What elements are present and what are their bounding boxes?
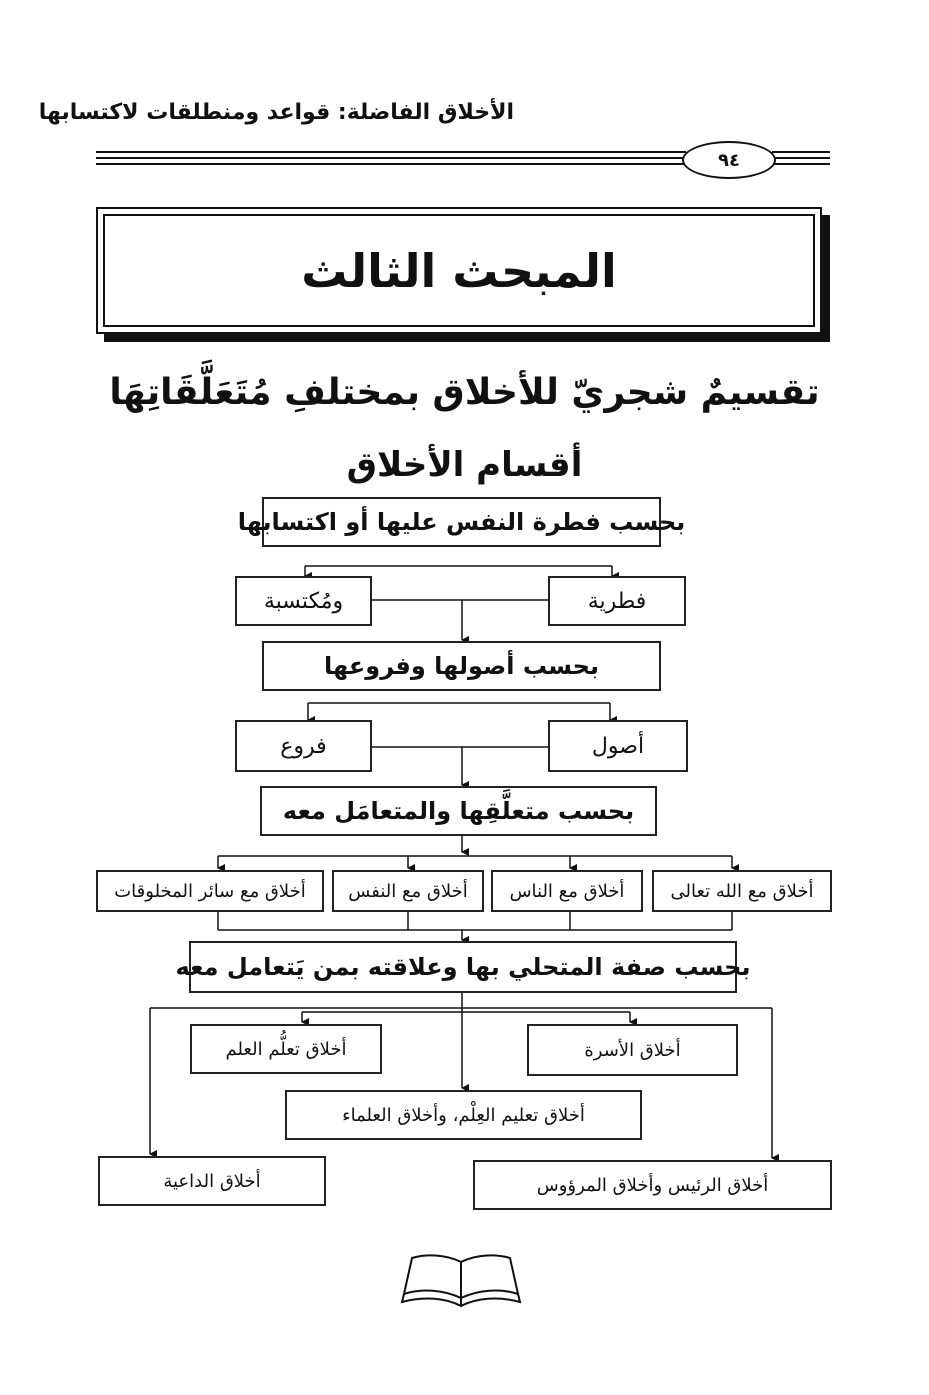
criterion-nature-acquisition: بحسب فطرة النفس عليها أو اكتسابها xyxy=(262,497,661,547)
criterion-role-relationship: بحسب صفة المتحلي بها وعلاقته بمن يَتعامل معه xyxy=(189,941,737,993)
section-title: أقسام الأخلاق xyxy=(346,445,583,485)
criterion-object-of-dealing: بحسب متعلَّقِها والمتعامَل معه xyxy=(260,786,657,836)
node-ethics-with-self: أخلاق مع النفس xyxy=(332,870,484,912)
node-ethics-with-creatures: أخلاق مع سائر المخلوقات xyxy=(96,870,324,912)
page-number: ٩٤ xyxy=(682,141,776,179)
node-ethics-with-people: أخلاق مع الناس xyxy=(491,870,643,912)
node-branches: فروع xyxy=(235,720,372,772)
subtitle: تقسيمٌ شجريّ للأخلاق بمختلفِ مُتَعَلَّقَاتِهَا xyxy=(109,372,820,413)
node-preacher-ethics: أخلاق الداعية xyxy=(98,1156,326,1206)
criterion-roots-branches: بحسب أصولها وفروعها xyxy=(262,641,661,691)
node-leader-ethics: أخلاق الرئيس وأخلاق المرؤوس xyxy=(473,1160,832,1210)
open-book-icon xyxy=(400,1250,522,1312)
node-innate: فطرية xyxy=(548,576,686,626)
node-roots: أصول xyxy=(548,720,688,772)
node-learning-ethics: أخلاق تعلُّم العلم xyxy=(190,1024,382,1074)
running-title: الأخلاق الفاضلة: قواعد ومنطلقات لاكتسابها xyxy=(38,100,514,125)
node-teaching-ethics: أخلاق تعليم العِلْم، وأخلاق العلماء xyxy=(285,1090,642,1140)
chapter-title: المبحث الثالث xyxy=(103,214,815,327)
node-family-ethics: أخلاق الأسرة xyxy=(527,1024,738,1076)
node-ethics-with-god: أخلاق مع الله تعالى xyxy=(652,870,832,912)
node-acquired: ومُكتسبة xyxy=(235,576,372,626)
